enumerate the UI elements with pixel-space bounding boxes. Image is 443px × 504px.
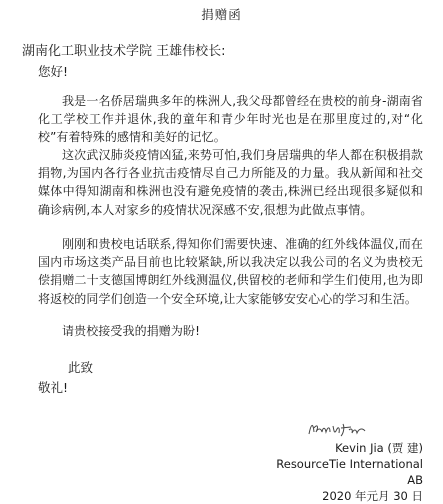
signature-date: 2020 年元月 30 日 [322,489,423,503]
signature-name: Kevin Jia (贾 建) [335,441,423,455]
letter-title: 捐赠函 [201,7,242,22]
paragraph-2: 这次武汉肺炎疫情凶猛,来势可怕,我们身居瑞典的华人都在积极捐款捐物,为国内各行各业抗击疫情尽自己力所能及的力量。我从新闻和社交媒体中得知湖南和株洲也没有避免疫情的袭击,株洲已经出现很多疑似和确诊病例,本人对家乡的疫情状况深感不安,很想为此做点事情。 [38,148,423,217]
paragraph-3: 刚刚和贵校电话联系,得知你们需要快速、准确的红外线体温仪,而在国内市场这类产品目前也比较紧缺,所以我决定以我公司的名义为贵校无偿捐赠二十支德国博朗红外线测温仪,供留校的老师和学生们使用,也为即将返校的同学们创造一个安全环境,让大家能够安安心心的学习和生活。 [38,237,423,306]
closing-jingli: 敬礼! [38,380,69,395]
paragraph-1: 我是一名侨居瑞典多年的株洲人,我父母都曾经在贵校的前身-湖南省化工学校工作并退休,我的童年和青少年时光也是在那里度过的,对“化校”有着特殊的感情和美好的记忆。 [38,94,423,145]
paragraph-4: 请贵校接受我的捐赠为盼! [62,324,201,338]
greeting: 您好! [38,64,69,79]
signature-block [263,418,423,504]
signature-company: ResourceTie International AB [276,457,423,487]
handwritten-signature [303,418,383,440]
closing-cizhi: 此致 [68,360,94,375]
addressee: 湖南化工职业技术学院 王雄伟校长: [22,44,226,59]
